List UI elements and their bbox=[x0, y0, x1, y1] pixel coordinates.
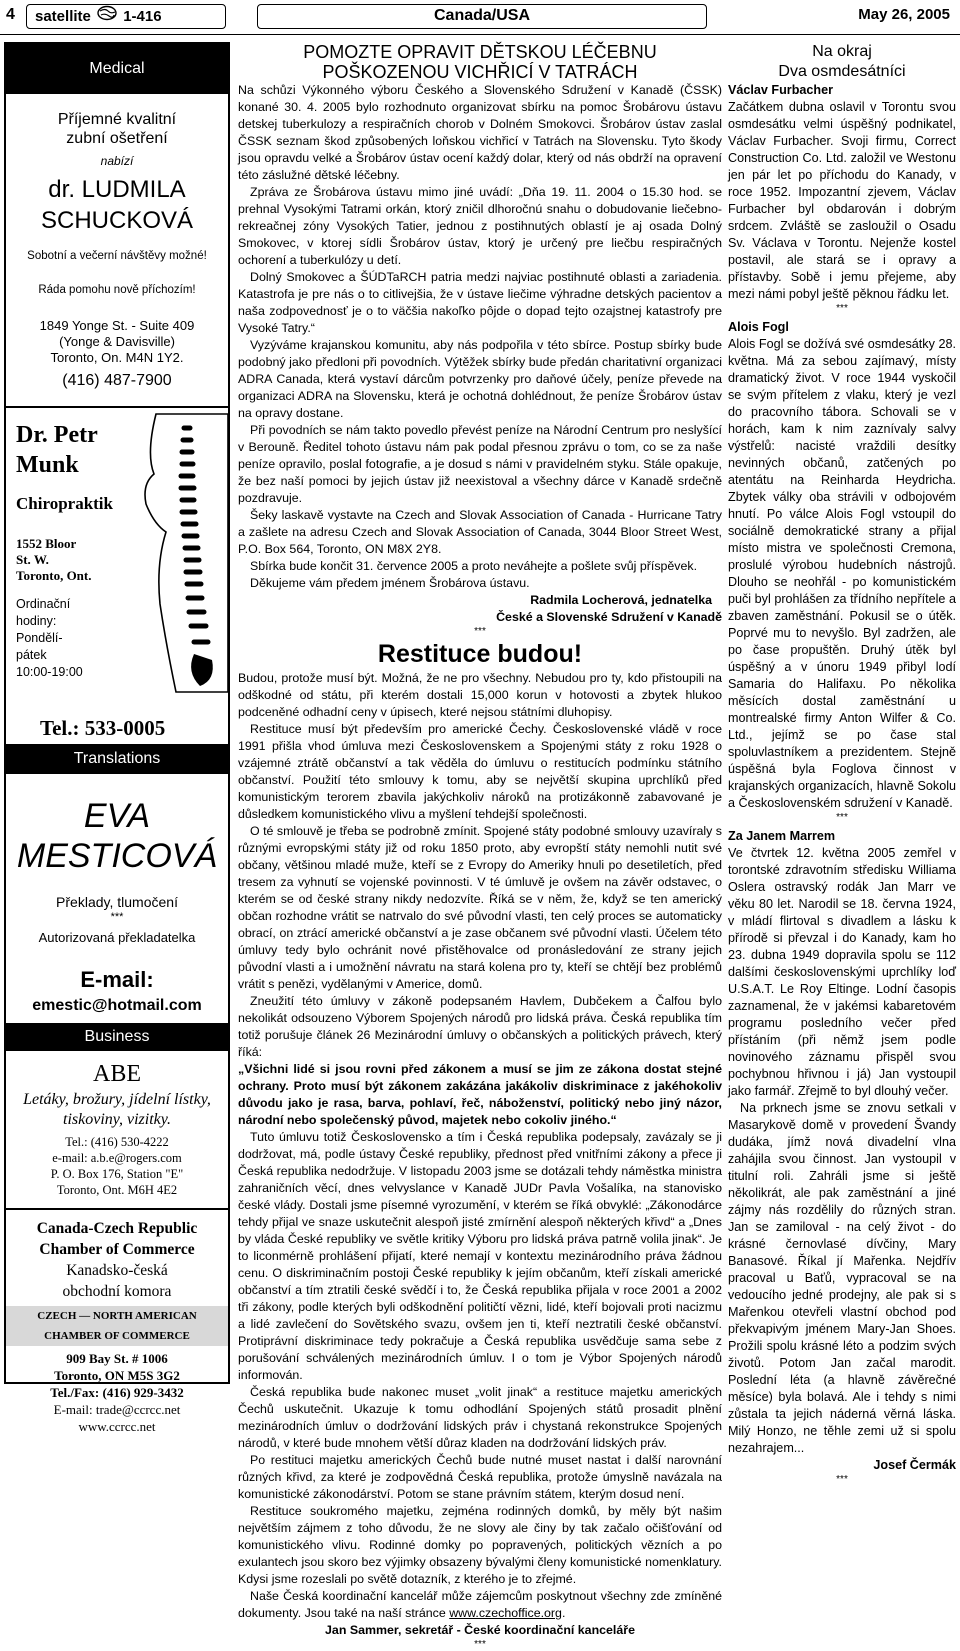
marr-signature: Josef Čermák bbox=[873, 1458, 956, 1472]
header-rule bbox=[0, 34, 960, 35]
translator-authorized: Autorizovaná překladatelka bbox=[38, 930, 196, 945]
issue-number: 1-416 bbox=[123, 8, 162, 25]
translator-name-2: MESTICOVÁ bbox=[16, 837, 218, 875]
translations-header: Translations bbox=[6, 744, 228, 774]
fogl-stars: *** bbox=[836, 812, 848, 823]
article1-para-5: Při povodních se nám takto povedlo převést peníze na Národní Centrum pro neslyšící v Berouně. Ředitel tohoto ústavu nám pak podal přesnou zprávu o tom, co se za naše peníze opravilo, poslal fotografie, a je dosud s námi v pravidelném styku. Stále opakuje, že bez naší pomoci by jejich ústav již neexistoval a všechny dárce v Kanadě srdečně pozdravuje. bbox=[238, 423, 722, 505]
article1-para-3: Dolný Smokovec a ŠÚDTaRCH patria medzi najviac postihnuté oblasti a zariadenia. Katastrofa je pre nás o to citlivejšia, že v ústave liečime výhradne detských pacientov a naša zodpovednosť je o to väčšia nakoľko pôjde o dopad tejto ozajstnej katastrofy pre Vysoké Tatry.“ bbox=[238, 270, 722, 335]
dentist-line-2: zubní ošetření bbox=[66, 130, 168, 147]
article1-title-1: POMOZTE OPRAVIT DĚTSKOU LÉČEBNU bbox=[303, 42, 657, 62]
issue-date: May 26, 2005 bbox=[858, 6, 950, 23]
globe-icon bbox=[95, 5, 119, 28]
column-title: Na okraj bbox=[812, 43, 872, 60]
article2-para-3: O té smlouvě je třeba se podrobně zmínit. Spojené státy podobné smlouvy uzavíraly s různými evropskými státy již od roku 1850 proto, aby evropští státy nemohli nutit své občany, většinou mladé muže, kteří se z Evropy do Ameriky hnuli po desetiletích, před tresem za vyhnutí se vojenské povinnosti. V té úmluvě je ovšem na závěr odstavec, o kterém se od české strany nikdy nedozvíte. Říká se v něm, že, když se ten americký občan rozhodne vrátit se natrvalo do své původní vlasti, ten celý proces se automaticky obrací, on ztrácí americké občanství a je zase občanem své původní vlasti. Účelem této úmluvy tedy bylo ochránit nové přistěhovalce od pronásledování ze strany jejich původní vlasti a i umožnění návratu na stará kolena pro ty, kteří se chtějí bez problémů vrátit s penězi, vydělanými v Americe, domů. bbox=[238, 824, 722, 991]
abe-services-2: tiskoviny, vizitky. bbox=[63, 1111, 171, 1128]
right-column bbox=[728, 42, 956, 1485]
chamber-name-4: obchodní komora bbox=[62, 1283, 172, 1300]
article2-signature: Jan Sammer, sekretář - České koordinační kanceláře bbox=[325, 1623, 635, 1637]
translator-stars: *** bbox=[110, 911, 124, 923]
chamber-banner-1: CZECH — NORTH AMERICAN bbox=[6, 1306, 228, 1326]
abe-ad bbox=[6, 1061, 228, 1198]
article2-para-9: Naše Česká koordinační kancelář může zájemcům poskytnout všechny zde zmíněné dokumenty. Jsou také na naší stránce www.czechoffice.org. bbox=[238, 1589, 722, 1620]
marr-heading: Za Janem Marrem bbox=[728, 829, 836, 843]
chamber-name-3: Kanadsko-česká bbox=[66, 1262, 168, 1279]
abe-logo: ABE bbox=[93, 1061, 141, 1087]
furbacher-text: Začátkem dubna oslavil v Torontu svou osmdesátku velmi úspěšný podnikatel, Václav Furbacher. Svoji firmu, Correct Construction Co. Ltd. založil ve Westonu jen pár let po příchodu do Kanady, v roce 1952. Impozantní zjevem, Václav Furbacher byl obdarován i dobrým srdcem. Zvláště se zasloužil o Osadu Sv. Václava v Torontu. Nejenže kostel postavil, ale stará se i opravy a přístavby. Sobě i jemu přejeme, aby mezi námi pobyl ještě pěknou řádku let. bbox=[728, 100, 956, 301]
page-number: 4 bbox=[6, 6, 15, 23]
satellite-masthead bbox=[26, 4, 226, 29]
czechoffice-link[interactable]: www.czechoffice.org bbox=[449, 1606, 562, 1620]
medical-header: Medical bbox=[6, 44, 228, 94]
chamber-address-2: Toronto, ON M5S 3G2 bbox=[54, 1368, 180, 1383]
abe-services-1: Letáky, brožury, jídelní lístky, bbox=[23, 1091, 211, 1108]
chamber-banner-2: CHAMBER OF COMMERCE bbox=[6, 1326, 228, 1346]
article2-para-6: Česká republika bude nakonec muset „volit jinak“ a restituce majetku amerických Čechů uskutečnit. Ukazuje k tomu odhodlání Spojených států prosadit plnění mezinárodních úmluv o dodržování lidských práv i chystaná rekonstrukce Spojených národů, v které bude mnohem větší důraz kladen na dodržování lidských práv. bbox=[238, 1385, 722, 1450]
dentist-address-3: Toronto, On. M4N 1Y2. bbox=[50, 350, 184, 365]
chamber-name-2: Chamber of Commerce bbox=[39, 1241, 195, 1258]
chiro-address bbox=[16, 536, 92, 584]
dentist-address-1: 1849 Yonge St. - Suite 409 bbox=[39, 318, 195, 333]
section-title: Canada/USA bbox=[257, 4, 707, 29]
furbacher-stars: *** bbox=[836, 303, 848, 314]
article2-para-7: Po restituci majetku amerických Čechů bude nutné muset nastat i další narovnání různých křivd, za které je zodpovědná Česká republika, protože úmyslně navázala na komunistické zákonodárství. Potom se stane právním státem, kterým dosud není. bbox=[238, 1453, 722, 1501]
article1-signature-2: České a Slovenské Sdružení v Kanadě bbox=[496, 610, 722, 624]
article1-title-2: POŠKOZENOU VICHŘICÍ V TATRÁCH bbox=[322, 62, 638, 82]
abe-tel: Tel.: (416) 530-4222 bbox=[65, 1135, 169, 1149]
dentist-address-2: (Yonge & Davisville) bbox=[59, 334, 175, 349]
article2-para-5: Tuto úmluvu totiž Československo a tím i Česká republika podepsaly, zavázaly se ji dodržovat, má, podle ústavy České republiky, přednost před vnitřními zákony a přece ji Česká republika nedodržuje. V listopadu 2003 jsme se dotázali tehdy náměstka ministra zahraničních věcí, dnes velvyslance v Kanadě JUDr Pavla Vošalíka, na stanovisko české vlády. Dostali jsme písemné vyrozumění, v kterém se říká obvyklé: „Zákonodárce tehdy přijal ve snaze uskutečnit alespoň jisté zmírnění alespoň některých křivd“ a „Dnes by vláda České republiky ve světle kritiky Výboru pro lidská práva patrně volila jinak“. Je to liconmérně prohlášení přijatí, které nemají v kontextu mezinárodního práva žádnou cenu. O diskriminačním postoji České republiky k jejím občanům, kteří získali americké občanství a tím ztratili české svědčí i to, že Česká republika přijala v roce 2001 a 2002 tři zákony, podle kterých byli odškodnění političtí vězni, lidé, kteří bojovali proti nacizmu a lidé zavlečení do Sovětského svazu, ovšem jen ti, kteří neztratili české občanství. Protiprávní diskriminace tedy pokračuje a Česká republika usvědčuje sama sebe z porušování schválených mezinárodních úmluv. I o tom je Výbor Spojených národů informován. bbox=[238, 1130, 722, 1382]
article2-para-8: Restituce soukromého majetku, zejména rodinných domků, by měly být našim největším zájmem z toho důvodu, že ne slovy ale činy by tak začalo očišťování od komunistického vlivu. Rodinné domky po popravených, politických vězních a po exulantech jsou skoro bez výjimky obsazeny bývalými členy komunistické nomenklatury. Kdysi jsme rozeslali po světě dotazník, z kterého je to zřejmé. bbox=[238, 1504, 722, 1586]
dentist-line-1: Příjemné kvalitní bbox=[57, 111, 177, 128]
article2-para-4: Zneužití této úmluvy v zákoně podepsaném Havlem, Dubčekem a Čalfou bylo nekolikát odsouzeno Výborem Spojených národů pro lidská práva. Česká republika tím totiž porušuje článek 26 Mezinárodní úmluvy o občanských a politických právech, který říká: bbox=[238, 994, 722, 1059]
translator-email-label: E-mail: bbox=[80, 967, 154, 992]
dentist-name-1: dr. LUDMILA bbox=[48, 176, 186, 203]
marr-text-1: Ve čtvrtek 12. května 2005 zemřel v torontské zdravotním středisku Williama Oslera ostravský rodák Jan Marr ve věku 80 let. Narodil se 18. června 1924, v mládí flirtoval s divadlem a lásku k přírodě si převzal i do Kanady, kam ho 23. dubna 1949 dopravila spolu se 112 dalšími československými uprchlíky loď U.S.A.T. Le Roy Eltinge. Lodní časopis zaznamenal, že v jakémsi kabaretovém programu posledního večer před přístáním (při němž jsem podle novinového záznamu přispěl svou pochybnou hřivnou i já) Jan vystoupil jako farmář. Zřejmě to byl dlouhý večer. bbox=[728, 846, 956, 1098]
fogl-heading: Alois Fogl bbox=[728, 320, 789, 334]
abe-city: Toronto, Ont. M6H 4E2 bbox=[56, 1183, 178, 1197]
article2-stars: *** bbox=[474, 1639, 486, 1650]
fogl-text: Alois Fogl se dožívá své osmdesátky 28. května. Má za sebou zajímavý, místy dramatický život. V roce 1944 vyskočil se svým přítelem z vlaku, který je vezl do pracovního tábora. Schovali se v horách, kam k nim zaznívaly salvy výstřelů: nacisté vraždili desítky nevinných občanů, zatčených po atentátu na Reinharda Heydricha. Zbytek války oba strávili v odbojovém hnutí. Po válce Alois Fogl vstoupil do sociálně demokratické strany a přijal místo mistra ve společnosti Cremona, proslulé výrobou hudebních nástrojů. Dlouho se neohřál - po komunistickém puči byl prohlášen za třídního nepřítele a zbaven zaměstnání. Pokusil se o útěk. Poprvé mu to nevyšlo. Byl zadržen, ale po čase propuštěn. Druhý útěk byl úspěšný a v únoru 1949 přibyl lodí Samaria do Halifaxu. Po několika měsících dostal zaměstnání u montrealské firmy Anton Wilfer & Co. Ltd., jejímž se po čase stal spoluvlastníkem a prezidentem. Stejně úspěšná byla Foglova činnost v krajanských organizacích, hlavně Sokolu a Československém sdružení v Kanadě. bbox=[728, 337, 956, 810]
chiro-address-1: 1552 Bloor bbox=[16, 536, 77, 551]
marr-stars: *** bbox=[836, 1474, 848, 1485]
abe-box: P. O. Box 176, Station "E" bbox=[50, 1167, 184, 1181]
article2-para-1: Budou, protože musí být. Možná, že ne pro všechny. Nebudou pro ty, kdo přistoupili na odškodné od státu, při kterém dostali 15,000 korun v hotovosti a zbytek hlukoo podceněné odhadní ceny v úpisech, které nejsou státními dluhopisy. bbox=[238, 671, 722, 719]
column-subtitle: Dva osmdesátníci bbox=[778, 63, 906, 80]
article2-para-2: Restituce musí být především pro americké Čechy. Československé vládě v roce 1991 přišla vhod úmluva mezi Československem a Spojenými státy z roku 1928 o vzájemné ztrátě občanství a tak věděla do úmluvu o restitucích podmínku státního občanství. Použití této smlouvy k tomu, aby se největší skupina uprchlíků před komunistickým terorem zbavila jakýchkoliv nároků na protizákonně zabavované je důsledkem komunistického vlivu a myšlení tehdejší společnosti. bbox=[238, 722, 722, 821]
dentist-phone: (416) 487-7900 bbox=[62, 372, 172, 389]
chiro-hours-4: pátek bbox=[16, 648, 47, 662]
chiro-hours-3: Pondělí- bbox=[16, 631, 63, 645]
chamber-ad bbox=[6, 1208, 228, 1435]
chiro-name-1: Dr. Petr bbox=[16, 422, 98, 448]
translator-email[interactable]: emestic@hotmail.com bbox=[32, 997, 202, 1014]
marr-text-2: Na prknech jsme se znovu setkali v Masarykově domě v provedení Švandy dudáka, jímž nová divadelní vlna zahájila svou činnost. Jan vystoupil v titulní roli. Zahráli jsme si ještě několikrát, ale pak zaměstnání a jiné zájmy nás rozdělily do různých stran. Jan se zamiloval - na celý život - do krásné černovlasé dívčiny, Mary Banasové. Říkal jí Mařenka. Nejdřív pracoval u Baťů, vypracoval se na vedoucího jedné prodejny, ale pak si s Mařenkou otevřeli vlastní obchod pod překvapivým jménem Mary-Jan Shoes. Prožili spolu krásné léto a podzim svých životů. Potom Jan začal marodit. Poslední léta (a hlavně závěrečné měsíce) byla bolavá. Ale i tehdy s nimi zůstala ta jejich náderná věrná láska. Milý Honzo, ne těhle zemi už si spolu nezahrajem... bbox=[728, 1101, 956, 1455]
dentist-evening: Sobotní a večerní návštěvy možné! bbox=[27, 250, 207, 262]
chiro-hours-2: hodiny: bbox=[16, 614, 57, 628]
article2-quote: „Všichni lidé si jsou rovni před zákonem a musí se jim ze zákona dostat stejné ochrany. Proto musí být zákonem zakázána jakákoliv diskriminace z jakéhokoliv důvodu jako je rasa, barva, pohlaví, řeč, náboženství, politický nebo jiný názor, národní nebo společenský původ, majetek nebo cokoliv jiného.“ bbox=[238, 1062, 722, 1127]
article1-para-2: Zpráva ze Šrobárova ústavu mimo jiné uvádí: „Dňa 19. 11. 2004 o 15.30 hod. se prehnal Vysokými Tatrami orkán, ktorý zničil dlhoročnú snahu o dobudovanie liečebno-rekreačnej zóny Vysokých Tatier, jednou z postihnutých oblastí je aj osada Dolný Smokovec, v ktorej sídli Šrobárov ústav, ktorý je určený pre liečbu respiračných ochorení a tuberkulózy u detí. bbox=[238, 185, 722, 267]
chamber-website[interactable]: www.ccrcc.net bbox=[78, 1419, 156, 1434]
article1-para-8: Děkujeme vám předem jménem Šrobárova ústavu. bbox=[250, 576, 530, 590]
dentist-name-2: SCHUCKOVÁ bbox=[40, 207, 194, 234]
chiro-address-2: St. W. bbox=[16, 552, 49, 567]
translator-name-1: EVA bbox=[83, 797, 151, 835]
furbacher-heading: Václav Furbacher bbox=[728, 83, 833, 97]
chiro-hours-1: Ordinační bbox=[16, 597, 71, 611]
dentist-offers: nabízí bbox=[100, 154, 134, 168]
chiro-name-2: Munk bbox=[16, 452, 79, 478]
main-column bbox=[238, 42, 722, 1650]
chiro-phone: Tel.: 533-0005 bbox=[40, 716, 166, 740]
chiro-hours bbox=[16, 596, 83, 681]
spine-illustration bbox=[116, 414, 228, 692]
page-header bbox=[0, 0, 960, 34]
chamber-phone: Tel./Fax: (416) 929-3432 bbox=[50, 1385, 184, 1400]
chamber-email[interactable]: E-mail: trade@ccrcc.net bbox=[53, 1402, 181, 1417]
chamber-address-1: 909 Bay St. # 1006 bbox=[66, 1351, 168, 1366]
article1-para-4: Vyzýváme krajanskou komunitu, aby nás podpořila v této sbírce. Postup sbírky bude podobný jako předloni při povodních. Výtěžek sbírky bude předán charitativní organizaci ADRA Canada, která vystaví dárcům potvrzenky pro daňové účely, peníze převede na organizaci ADRA na Slovensku, která je ochotná dohlédnout, že peníze Šrobárov ústav na opravy dostane. bbox=[238, 338, 722, 420]
article2-para-9-text: Naše Česká koordinační kancelář může zájemcům poskytnout všechny zde zmíněné dokumenty. Jsou také na naší stránce bbox=[238, 1589, 722, 1620]
dentist-welcome: Ráda pomohu nově příchozím! bbox=[38, 284, 196, 296]
ads-frame bbox=[4, 42, 230, 1434]
chiro-address-3: Toronto, Ont. bbox=[16, 568, 92, 583]
article1-para-6: Šeky laskavě vystavte na Czech and Slovak Association of Canada - Hurricane Tatry a zašlete na adresu Czech and Slovak Association of Canada, 3044 Bloor Street West, P.O. Box 564, Toronto, ON M8X 2Y8. bbox=[238, 508, 722, 556]
chiro-title: Chiropraktik bbox=[16, 494, 113, 513]
article1-para-1: Na schůzi Výkonného výboru Českého a Slovenského Sdružení v Kanadě (ČSSK) konané 30. 4. 2005 bylo rozhodnuto organizovat sbírku na pomoc Šrobárovu ústavu detskej tuberkulozy a respiračních chorob v Dolném Smokovci. Šrobárov ústav zaslal ČSSK seznam škod způsobených loňskou vichřicí v Tatrách na Slovensku. Tyto škody jsou opravdu velké a Šrobárov ústav ocení každý dolar, který od nás obdrží na opravení této záslužné dětské léčebny. bbox=[238, 83, 722, 182]
article1-para-7: Sbírka bude končit 31. července 2005 a proto neváhejte a pošlete svůj příspěvek. bbox=[250, 559, 698, 573]
translator-ad bbox=[6, 796, 228, 1015]
chamber-name-1: Canada-Czech Republic bbox=[36, 1220, 198, 1237]
abe-email[interactable]: e-mail: a.b.e@rogers.com bbox=[52, 1151, 182, 1165]
chiro-phone-row bbox=[6, 716, 228, 760]
dentist-ad bbox=[6, 110, 228, 392]
business-header: Business bbox=[6, 1023, 228, 1051]
article1-stars: *** bbox=[474, 626, 486, 637]
article2-title: Restituce budou! bbox=[377, 640, 583, 668]
article1-signature-1: Radmila Locherová, jednatelka bbox=[530, 593, 712, 607]
ads-column bbox=[4, 42, 230, 1434]
translator-services: Překlady, tlumočení bbox=[56, 894, 178, 910]
satellite-label: satellite bbox=[35, 8, 91, 25]
chiro-ad bbox=[6, 406, 228, 716]
chiro-hours-5: 10:00-19:00 bbox=[16, 665, 83, 679]
